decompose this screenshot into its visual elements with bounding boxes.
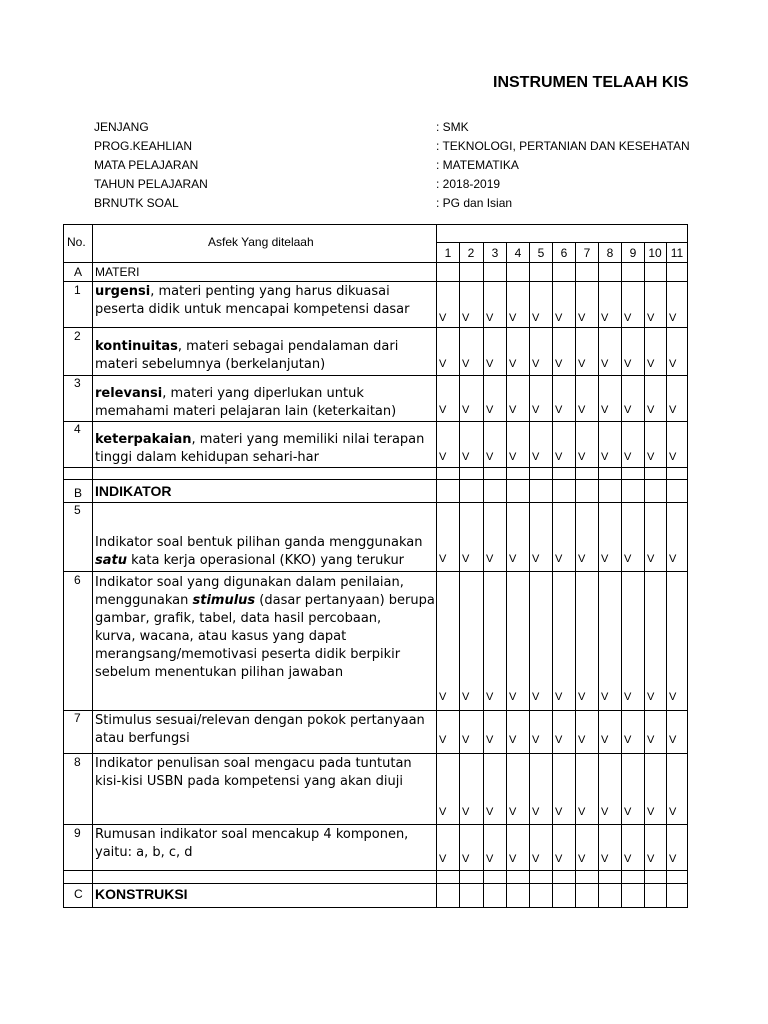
check-mark: V — [578, 451, 586, 463]
item-text-line: , materi penting yang harus dikuasai — [150, 284, 390, 299]
check-mark: V — [462, 451, 470, 463]
check-mark: V — [669, 553, 677, 565]
item-keyword: satu — [95, 553, 127, 568]
item-text-line: sebelum menentukan pilihan jawaban — [95, 665, 344, 680]
check-mark: V — [555, 853, 563, 865]
check-mark: V — [601, 853, 609, 865]
item-text-line: atau berfungsi — [95, 731, 190, 746]
col-number: 1 — [444, 246, 452, 260]
check-mark: V — [578, 312, 586, 324]
check-mark: V — [439, 853, 447, 865]
check-mark: V — [462, 553, 470, 565]
section-letter-b: B — [74, 486, 83, 500]
check-mark: V — [462, 806, 470, 818]
check-mark: V — [601, 312, 609, 324]
col-number: 5 — [537, 246, 545, 260]
item-text — [95, 385, 364, 403]
item-text-line: menggunakan — [95, 593, 193, 608]
check-mark: V — [509, 853, 517, 865]
item-text-line: merangsang/memotivasi peserta didik berpikir — [95, 647, 401, 662]
check-mark: V — [486, 358, 494, 370]
check-mark: V — [647, 734, 655, 746]
check-mark: V — [624, 451, 632, 463]
check-mark: V — [555, 553, 563, 565]
check-mark: V — [509, 734, 517, 746]
check-mark: V — [439, 404, 447, 416]
meta-value-prog-keahlian: : TEKNOLOGI, PERTANIAN DAN KESEHATAN — [436, 139, 690, 153]
meta-label-bentuk-soal: BRNUTK SOAL — [94, 196, 179, 210]
col-header-aspect: Asfek Yang ditelaah — [208, 235, 314, 249]
check-mark: V — [486, 734, 494, 746]
item-text-line: materi sebelumnya (berkelanjutan) — [95, 357, 326, 372]
section-label-indikator: INDIKATOR — [95, 483, 172, 499]
check-mark: V — [647, 806, 655, 818]
meta-label-prog-keahlian: PROG.KEAHLIAN — [94, 139, 193, 153]
check-mark: V — [439, 806, 447, 818]
col-number: 4 — [514, 246, 522, 260]
item-number: 2 — [74, 329, 81, 343]
meta-value-mata-pelajaran: : MATEMATIKA — [436, 158, 519, 172]
check-mark: V — [462, 853, 470, 865]
check-mark: V — [439, 734, 447, 746]
check-mark: V — [669, 853, 677, 865]
col-number: 2 — [467, 246, 475, 260]
check-mark: V — [578, 691, 586, 703]
item-number: 9 — [74, 826, 81, 840]
section-label-materi: MATERI — [95, 265, 140, 279]
check-mark: V — [578, 806, 586, 818]
check-mark: V — [532, 553, 540, 565]
check-mark: V — [509, 358, 517, 370]
check-mark: V — [601, 553, 609, 565]
check-mark: V — [486, 312, 494, 324]
check-mark: V — [555, 806, 563, 818]
item-text — [95, 552, 404, 570]
check-mark: V — [509, 553, 517, 565]
col-number: 7 — [583, 246, 591, 260]
check-mark: V — [486, 691, 494, 703]
check-mark: V — [439, 691, 447, 703]
col-number: 3 — [491, 246, 499, 260]
check-mark: V — [555, 451, 563, 463]
item-number: 6 — [74, 573, 81, 587]
item-number: 5 — [74, 503, 81, 517]
check-mark: V — [462, 358, 470, 370]
check-mark: V — [555, 312, 563, 324]
check-mark: V — [509, 451, 517, 463]
section-letter-a: A — [74, 265, 83, 279]
item-text — [95, 338, 398, 356]
check-mark: V — [578, 734, 586, 746]
section-label-konstruksi: KONSTRUKSI — [95, 886, 188, 902]
check-mark: V — [624, 358, 632, 370]
check-mark: V — [647, 853, 655, 865]
item-text-line: (dasar pertanyaan) berupa — [255, 593, 435, 608]
item-text-line: peserta didik untuk mencapai kompetensi dasar — [95, 302, 410, 317]
col-number: 6 — [560, 246, 568, 260]
check-mark: V — [601, 691, 609, 703]
check-mark: V — [509, 806, 517, 818]
check-mark: V — [624, 553, 632, 565]
meta-value-jenjang: : SMK — [436, 120, 469, 134]
item-text-line: Stimulus sesuai/relevan dengan pokok pertanyaan — [95, 713, 425, 728]
check-mark: V — [486, 806, 494, 818]
item-text-line: gambar, grafik, tabel, data hasil percobaan, — [95, 611, 382, 626]
check-mark: V — [578, 404, 586, 416]
check-mark: V — [532, 451, 540, 463]
check-mark: V — [532, 312, 540, 324]
item-text-line: kisi-kisi USBN pada kompetensi yang akan diuji — [95, 774, 403, 789]
check-mark: V — [624, 312, 632, 324]
check-mark: V — [509, 691, 517, 703]
check-mark: V — [462, 734, 470, 746]
check-mark: V — [439, 312, 447, 324]
check-mark: V — [647, 553, 655, 565]
check-mark: V — [532, 404, 540, 416]
item-text-line: , materi sebagai pendalaman dari — [177, 339, 399, 354]
col-number: 9 — [629, 246, 637, 260]
meta-label-jenjang: JENJANG — [94, 120, 149, 134]
check-mark: V — [462, 691, 470, 703]
section-letter-c: C — [74, 887, 83, 901]
check-mark: V — [647, 358, 655, 370]
check-mark: V — [669, 734, 677, 746]
check-mark: V — [578, 853, 586, 865]
item-number: 3 — [74, 376, 81, 390]
check-mark: V — [462, 404, 470, 416]
item-text-line: , materi yang diperlukan untuk — [162, 386, 364, 401]
check-mark: V — [486, 553, 494, 565]
check-mark: V — [532, 853, 540, 865]
check-mark: V — [532, 691, 540, 703]
check-mark: V — [509, 312, 517, 324]
check-mark: V — [462, 312, 470, 324]
col-number: 10 — [648, 246, 662, 260]
check-mark: V — [601, 451, 609, 463]
item-text — [95, 283, 390, 301]
col-number: 11 — [670, 246, 684, 260]
check-mark: V — [486, 451, 494, 463]
check-mark: V — [578, 553, 586, 565]
meta-label-tahun-pelajaran: TAHUN PELAJARAN — [94, 177, 208, 191]
check-mark: V — [624, 853, 632, 865]
item-text — [95, 431, 424, 449]
check-mark: V — [439, 358, 447, 370]
check-mark: V — [509, 404, 517, 416]
check-mark: V — [624, 734, 632, 746]
item-text-line: kata kerja operasional (KKO) yang terukur — [126, 553, 405, 568]
check-mark: V — [601, 734, 609, 746]
check-mark: V — [601, 404, 609, 416]
check-mark: V — [486, 853, 494, 865]
check-mark: V — [486, 404, 494, 416]
check-mark: V — [555, 734, 563, 746]
check-mark: V — [624, 806, 632, 818]
item-text-line: tinggi dalam kehidupan sehari-har — [95, 450, 319, 465]
item-number: 4 — [74, 422, 81, 436]
item-text-line: yaitu: a, b, c, d — [95, 845, 193, 860]
check-mark: V — [555, 691, 563, 703]
meta-value-tahun-pelajaran: : 2018-2019 — [436, 177, 501, 191]
check-mark: V — [669, 358, 677, 370]
item-keyword: urgensi — [95, 284, 151, 299]
check-mark: V — [578, 358, 586, 370]
item-text-line: Rumusan indikator soal mencakup 4 komponen, — [95, 827, 409, 842]
col-header-no: No. — [67, 235, 86, 249]
check-mark: V — [532, 734, 540, 746]
item-keyword: relevansi — [95, 386, 163, 401]
check-mark: V — [439, 451, 447, 463]
check-mark: V — [555, 404, 563, 416]
check-mark: V — [647, 404, 655, 416]
check-mark: V — [532, 358, 540, 370]
item-text-line: , materi yang memiliki nilai terapan — [191, 432, 425, 447]
check-mark: V — [601, 806, 609, 818]
check-mark: V — [669, 691, 677, 703]
item-number: 7 — [74, 711, 81, 725]
check-mark: V — [669, 312, 677, 324]
check-mark: V — [669, 404, 677, 416]
item-keyword: kontinuitas — [95, 339, 178, 354]
check-mark: V — [532, 806, 540, 818]
item-text-line: kurva, wacana, atau kasus yang dapat — [95, 629, 347, 644]
check-mark: V — [439, 553, 447, 565]
page-title: INSTRUMEN TELAAH KIS — [493, 74, 689, 91]
meta-label-mata-pelajaran: MATA PELAJARAN — [94, 158, 199, 172]
check-mark: V — [624, 404, 632, 416]
item-number: 8 — [74, 755, 81, 769]
item-keyword: keterpakaian — [95, 432, 192, 447]
check-mark: V — [647, 312, 655, 324]
check-mark: V — [624, 691, 632, 703]
item-text-line: Indikator soal bentuk pilihan ganda menggunakan — [95, 535, 423, 550]
item-number: 1 — [74, 283, 81, 297]
item-text-line: Indikator soal yang digunakan dalam penilaian, — [95, 575, 404, 590]
check-mark: V — [647, 691, 655, 703]
item-text-line: memahami materi pelajaran lain (keterkaitan) — [95, 404, 397, 419]
check-mark: V — [647, 451, 655, 463]
check-mark: V — [555, 358, 563, 370]
meta-value-bentuk-soal: : PG dan Isian — [436, 196, 513, 210]
check-mark: V — [669, 451, 677, 463]
item-text-line: Indikator penulisan soal mengacu pada tuntutan — [95, 756, 412, 771]
check-mark: V — [601, 358, 609, 370]
item-keyword: stimulus — [192, 593, 256, 608]
item-text — [95, 592, 435, 610]
check-mark: V — [669, 806, 677, 818]
col-number: 8 — [606, 246, 614, 260]
